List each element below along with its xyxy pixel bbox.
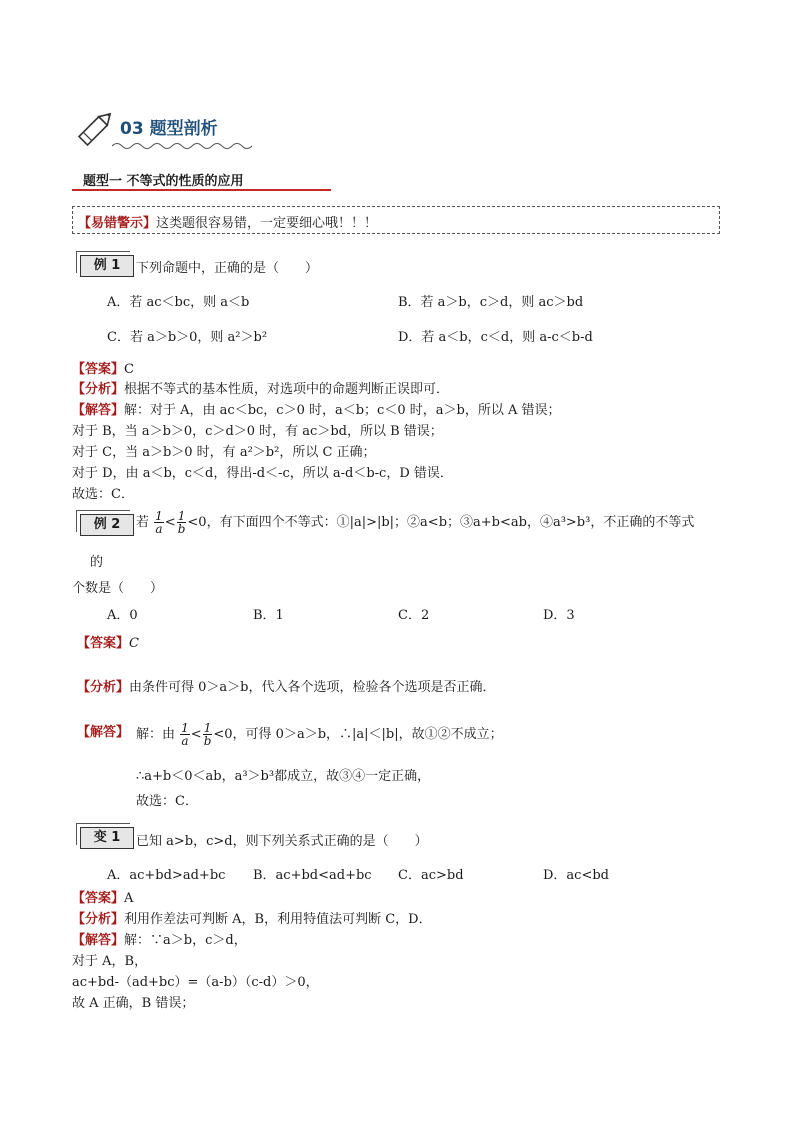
fraction-1-over-a [154,510,164,535]
solution-text: 解：对于 A，由 ac＜bc，c＞0 时，a＜b；c＜0 时，a＞b，所以 A 错误； [124,403,561,418]
warning-tag: 【易错警示】 [78,216,157,231]
analysis-tag: 【分析】 [77,680,130,695]
fraction-1-over-b [177,510,187,535]
variant-1-line-3: ac+bd-（ad+bc）=（a-b）（c-d）＞0， [72,975,319,990]
example-2-solution-line-2: ∴a+b＜0＜ab，a³＞b³都成立，故③④一定正确， [136,769,431,784]
sol-rest: <0，可得 0＞a＞b，∴|a|＜|b|，故①②不成立； [213,727,503,742]
topic-underline [72,189,331,191]
variant-1-option-a: A．ac+bd>ad+bc [107,868,226,883]
example-1-question: 下列命题中，正确的是（ ） [136,261,319,276]
solution-tag: 【解答】 [72,403,125,418]
variant-1-answer [72,887,133,906]
example-1-line-2: 对于 B，当 a＞b＞0，c＞d＞0 时，有 ac＞bd，所以 B 错误； [72,424,443,439]
analysis-text: 由条件可得 0＞a＞b，代入各个选项，检验各个选项是否正确． [129,680,496,695]
section-title: 03 题型剖析 [120,119,218,139]
warning-body: 这类题很容易错，一定要细心哦！！！ [156,216,378,231]
frac-num: 1 [155,509,163,523]
frac-num: 1 [177,509,186,523]
example-1-analysis [72,378,449,397]
variant-1-line-4: 故 A 正确，B 错误； [72,996,195,1011]
answer-value: A [124,891,134,906]
example-2-option-c: C．2 [398,608,430,623]
answer-tag: 【答案】 [72,362,125,377]
example-1-option-d: D．若 a＜b，c＜d，则 a-c＜b-d [398,330,593,345]
analysis-tag: 【分析】 [72,912,125,927]
variant-1-tag: 变 1 [80,827,134,849]
example-1-tag: 例 1 [80,255,134,277]
sol-prefix: 解：由 [136,727,176,742]
example-1-solution [72,399,560,418]
example-1-option-a: A．若 ac＜bc，则 a＜b [107,295,250,310]
example-2-tag: 例 2 [80,514,134,536]
answer-tag: 【答案】 [72,891,125,906]
example-2-question [136,510,694,536]
analysis-text: 根据不等式的基本性质，对选项中的命题判断正误即可． [124,382,450,397]
example-1-line-3: 对于 C，当 a＞b＞0 时，有 a²＞b²，所以 C 正确； [72,445,376,460]
warning-text [78,212,377,231]
frac-den: b [177,522,186,536]
example-2-option-d: D．3 [543,608,575,623]
variant-1-solution [72,929,247,948]
lt-sign: < [190,727,202,742]
variant-1-question: 已知 a>b，c>d，则下列关系式正确的是（ ） [136,834,428,849]
example-1-line-4: 对于 D，由 a＜b，c＜d，得出-d＜-c，所以 a-d＜b-c，D 错误． [72,466,453,481]
analysis-text: 利用作差法可判断 A，B，利用特值法可判断 C，D． [124,912,432,927]
example-2-solution [136,722,503,748]
example-2-solution-tag [77,721,129,740]
frac-den: a [155,522,163,536]
example-1-option-c: C．若 a＞b＞0，则 a²＞b² [107,330,268,345]
example-2-option-a: A．0 [107,608,138,623]
fraction-1-over-a [180,722,190,747]
example-1-line-5: 故选：C． [72,487,134,502]
solution-tag: 【解答】 [77,725,130,740]
variant-1-analysis [72,908,432,927]
solution-text: 解：∵a＞b，c＞d， [124,933,247,948]
example-2-answer [77,632,139,651]
wavy-underline [112,140,252,155]
example-2-option-b: B．1 [253,608,284,623]
answer-value: C [124,362,134,377]
analysis-tag: 【分析】 [72,382,125,397]
q-prefix: 若 [136,515,150,530]
fraction-1-over-b [203,722,213,747]
lt-sign: < [164,515,176,530]
variant-1-option-b: B．ac+bd<ad+bc [253,868,372,883]
answer-tag: 【答案】 [77,636,130,651]
example-1-option-b: B．若 a＞b，c＞d，则 ac＞bd [398,295,584,310]
variant-1-option-d: D．ac<bd [543,868,609,883]
frac-num: 1 [203,721,212,735]
frac-den: a [181,734,189,748]
example-2-line-3: 个数是（ ） [72,581,164,596]
answer-value: C [129,636,139,651]
variant-1-line-2: 对于 A，B， [72,954,148,969]
example-1-answer [72,358,134,377]
example-2-line-2: 的 [90,555,104,570]
solution-tag: 【解答】 [72,933,125,948]
frac-num: 1 [181,721,189,735]
example-2-solution-line-3: 故选：C． [136,794,198,809]
lt-zero: <0 [187,515,207,530]
topic-title: 题型一 不等式的性质的应用 [83,174,244,189]
example-2-analysis [77,676,496,695]
q-rest: ，有下面四个不等式：①|a|>|b|；②a<b；③a+b<ab，④a³>b³，不正确的不等式 [206,515,695,530]
variant-1-option-c: C．ac>bd [398,868,464,883]
frac-den: b [203,734,212,748]
